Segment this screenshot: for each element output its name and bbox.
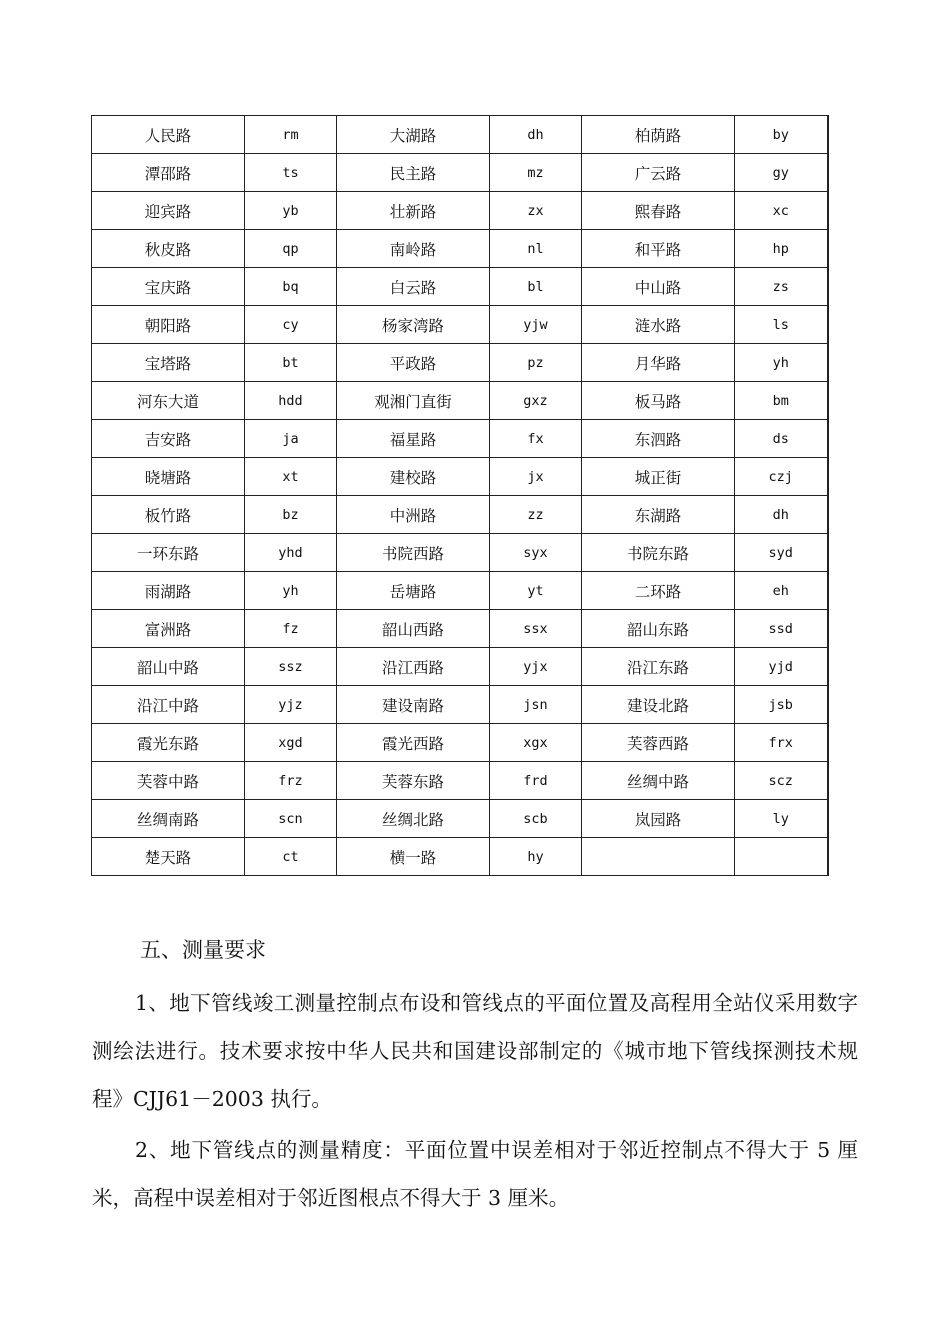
road-code-cell: yjz xyxy=(245,686,337,724)
road-name-cell: 建设北路 xyxy=(582,686,735,724)
road-code-cell: ds xyxy=(735,420,828,458)
road-code-cell: xgx xyxy=(490,724,582,762)
road-name-cell: 沿江东路 xyxy=(582,648,735,686)
road-code-cell: dh xyxy=(490,116,582,154)
road-code-cell: ssz xyxy=(245,648,337,686)
road-code-table xyxy=(91,115,829,876)
road-name-cell: 宝塔路 xyxy=(92,344,245,382)
road-code-cell: zs xyxy=(735,268,828,306)
road-code-cell: bz xyxy=(245,496,337,534)
table-row xyxy=(92,230,828,268)
table-row xyxy=(92,382,828,420)
road-code-cell: ly xyxy=(735,800,828,838)
road-code-cell: eh xyxy=(735,572,828,610)
road-name-cell: 观湘门直街 xyxy=(337,382,490,420)
road-code-cell: ja xyxy=(245,420,337,458)
road-code-cell: zx xyxy=(490,192,582,230)
paragraph-2: 2、地下管线点的测量精度：平面位置中误差相对于邻近控制点不得大于 5 厘米，高程中误差相对于邻近图根点不得大于 3 厘米。 xyxy=(92,1138,858,1210)
table-row xyxy=(92,762,828,800)
road-code-cell: yjd xyxy=(735,648,828,686)
road-name-cell: 韶山中路 xyxy=(92,648,245,686)
road-name-cell: 柏荫路 xyxy=(582,116,735,154)
road-name-cell: 南岭路 xyxy=(337,230,490,268)
road-code-cell: syx xyxy=(490,534,582,572)
road-code-cell: qp xyxy=(245,230,337,268)
road-name-cell: 横一路 xyxy=(337,838,490,876)
road-name-cell: 迎宾路 xyxy=(92,192,245,230)
road-name-cell: 秋皮路 xyxy=(92,230,245,268)
road-name-cell: 吉安路 xyxy=(92,420,245,458)
road-code-cell: hp xyxy=(735,230,828,268)
table-row xyxy=(92,268,828,306)
road-code-cell: zz xyxy=(490,496,582,534)
table-row xyxy=(92,610,828,648)
road-name-cell: 建校路 xyxy=(337,458,490,496)
road-name-cell: 福星路 xyxy=(337,420,490,458)
road-code-cell: fz xyxy=(245,610,337,648)
road-name-cell: 大湖路 xyxy=(337,116,490,154)
road-code-cell: frz xyxy=(245,762,337,800)
road-name-cell: 潭邵路 xyxy=(92,154,245,192)
road-code-cell: bq xyxy=(245,268,337,306)
road-code-cell: pz xyxy=(490,344,582,382)
road-name-cell: 书院东路 xyxy=(582,534,735,572)
road-code-cell: czj xyxy=(735,458,828,496)
road-name-cell: 中山路 xyxy=(582,268,735,306)
table-row xyxy=(92,724,828,762)
road-code-cell: frd xyxy=(490,762,582,800)
road-code-cell: cy xyxy=(245,306,337,344)
road-code-cell: ts xyxy=(245,154,337,192)
table-row xyxy=(92,192,828,230)
road-name-cell: 东湖路 xyxy=(582,496,735,534)
table-row xyxy=(92,306,828,344)
road-code-cell: syd xyxy=(735,534,828,572)
table-row xyxy=(92,496,828,534)
road-name-cell: 岳塘路 xyxy=(337,572,490,610)
road-code-cell: bt xyxy=(245,344,337,382)
road-name-cell: 丝绸北路 xyxy=(337,800,490,838)
road-code-cell xyxy=(735,838,828,876)
road-code-cell: xc xyxy=(735,192,828,230)
road-code-cell: mz xyxy=(490,154,582,192)
table-row xyxy=(92,344,828,382)
road-code-cell: hy xyxy=(490,838,582,876)
road-code-cell: ssx xyxy=(490,610,582,648)
road-name-cell: 涟水路 xyxy=(582,306,735,344)
road-code-cell: scz xyxy=(735,762,828,800)
road-name-cell: 城正街 xyxy=(582,458,735,496)
road-name-cell: 东泗路 xyxy=(582,420,735,458)
road-name-cell: 人民路 xyxy=(92,116,245,154)
road-name-cell: 沿江中路 xyxy=(92,686,245,724)
road-code-cell: dh xyxy=(735,496,828,534)
road-name-cell: 一环东路 xyxy=(92,534,245,572)
road-name-cell: 广云路 xyxy=(582,154,735,192)
road-name-cell: 芙蓉中路 xyxy=(92,762,245,800)
road-name-cell: 杨家湾路 xyxy=(337,306,490,344)
road-code-cell: rm xyxy=(245,116,337,154)
table-row xyxy=(92,116,828,154)
road-code-cell: hdd xyxy=(245,382,337,420)
road-code-cell: nl xyxy=(490,230,582,268)
road-name-cell: 板马路 xyxy=(582,382,735,420)
road-name-cell: 霞光东路 xyxy=(92,724,245,762)
road-code-cell: ls xyxy=(735,306,828,344)
road-code-cell: yhd xyxy=(245,534,337,572)
road-name-cell: 霞光西路 xyxy=(337,724,490,762)
road-code-cell: by xyxy=(735,116,828,154)
table-row xyxy=(92,420,828,458)
road-code-cell: jsb xyxy=(735,686,828,724)
road-code-table-body xyxy=(92,116,828,876)
road-code-cell: yjx xyxy=(490,648,582,686)
road-name-cell: 壮新路 xyxy=(337,192,490,230)
road-code-cell: ct xyxy=(245,838,337,876)
table-row xyxy=(92,838,828,876)
road-name-cell: 白云路 xyxy=(337,268,490,306)
road-name-cell: 朝阳路 xyxy=(92,306,245,344)
road-name-cell: 板竹路 xyxy=(92,496,245,534)
road-code-cell: gxz xyxy=(490,382,582,420)
road-code-cell: scb xyxy=(490,800,582,838)
road-name-cell: 韶山西路 xyxy=(337,610,490,648)
road-name-cell: 雨湖路 xyxy=(92,572,245,610)
road-name-cell: 民主路 xyxy=(337,154,490,192)
road-name-cell: 中洲路 xyxy=(337,496,490,534)
road-name-cell: 富洲路 xyxy=(92,610,245,648)
road-code-cell: frx xyxy=(735,724,828,762)
table-row xyxy=(92,572,828,610)
road-name-cell: 和平路 xyxy=(582,230,735,268)
road-code-cell: gy xyxy=(735,154,828,192)
road-name-cell: 岚园路 xyxy=(582,800,735,838)
road-code-cell: xt xyxy=(245,458,337,496)
table-row xyxy=(92,534,828,572)
table-row xyxy=(92,458,828,496)
road-code-cell: fx xyxy=(490,420,582,458)
road-name-cell: 二环路 xyxy=(582,572,735,610)
road-name-cell: 熙春路 xyxy=(582,192,735,230)
road-name-cell: 晓塘路 xyxy=(92,458,245,496)
road-name-cell: 芙蓉西路 xyxy=(582,724,735,762)
road-code-cell: yjw xyxy=(490,306,582,344)
road-name-cell: 河东大道 xyxy=(92,382,245,420)
road-name-cell: 丝绸中路 xyxy=(582,762,735,800)
road-name-cell: 沿江西路 xyxy=(337,648,490,686)
road-code-cell: xgd xyxy=(245,724,337,762)
road-name-cell: 建设南路 xyxy=(337,686,490,724)
road-code-cell: yb xyxy=(245,192,337,230)
road-name-cell: 韶山东路 xyxy=(582,610,735,648)
road-name-cell: 楚天路 xyxy=(92,838,245,876)
table-row xyxy=(92,154,828,192)
road-code-cell: jx xyxy=(490,458,582,496)
road-code-cell: scn xyxy=(245,800,337,838)
road-code-cell: yh xyxy=(245,572,337,610)
road-name-cell: 平政路 xyxy=(337,344,490,382)
road-name-cell: 芙蓉东路 xyxy=(337,762,490,800)
road-code-cell: jsn xyxy=(490,686,582,724)
section-heading: 五、测量要求 xyxy=(140,938,266,962)
road-code-cell: yh xyxy=(735,344,828,382)
table-row xyxy=(92,800,828,838)
road-code-cell: yt xyxy=(490,572,582,610)
road-name-cell: 宝庆路 xyxy=(92,268,245,306)
road-name-cell: 书院西路 xyxy=(337,534,490,572)
road-name-cell: 月华路 xyxy=(582,344,735,382)
road-code-cell: bm xyxy=(735,382,828,420)
table-row xyxy=(92,686,828,724)
road-name-cell: 丝绸南路 xyxy=(92,800,245,838)
paragraph-1: 1、地下管线竣工测量控制点布设和管线点的平面位置及高程用全站仪采用数字测绘法进行。技术要求按中华人民共和国建设部制定的《城市地下管线探测技术规程》CJJ61－2003 执行。 xyxy=(92,991,858,1111)
road-code-cell: ssd xyxy=(735,610,828,648)
table-row xyxy=(92,648,828,686)
road-name-cell xyxy=(582,838,735,876)
road-code-cell: bl xyxy=(490,268,582,306)
